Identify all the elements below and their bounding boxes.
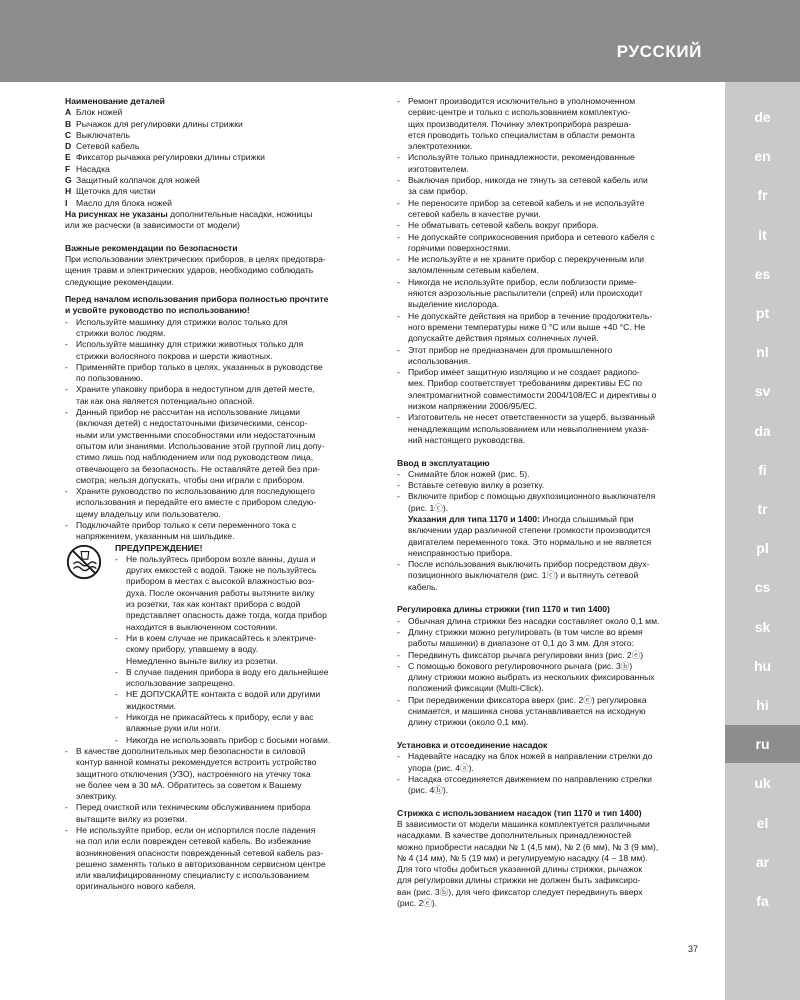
warning-item-cont: использование запрещено. (126, 678, 236, 689)
warning-item: - В случае падения прибора в воду его дальнейшее (115, 667, 383, 678)
safety-item-cont: вытащите вилку из розетки. (76, 813, 187, 824)
attach-heading: Установка и отсоединение насадок (397, 739, 548, 750)
safety-item-cont: смотра; нельзя допускать, чтобы они играли с прибором. (76, 474, 305, 485)
part-letter: D (65, 141, 72, 152)
safety-item: - Перед очисткой или техническим обслуживанием прибора (65, 802, 383, 813)
length-item: - Передвинуть фиксатор рычага регулировки вниз (рис. 2ⓔ) (397, 650, 704, 661)
safety-item: - Не допускайте соприкосновения прибора и сетевого кабеля с (397, 232, 704, 243)
warning-block (65, 543, 383, 746)
attachments-line: ван (рис. 3ⓑ), для чего фиксатор следует передвинуть вверх (397, 886, 643, 897)
lang-tab-da[interactable]: da (754, 422, 771, 439)
left-column (65, 96, 383, 893)
length-item-cont: снимается, и машинка снова устанавливается на исходную (408, 706, 646, 717)
attachments-heading: Стрижка с использованием насадок (тип 1170 и тип 1400) (397, 807, 642, 818)
page-header (0, 0, 800, 82)
safety-item: - Храните руководство по использованию для последующего (65, 486, 383, 497)
safety-item-cont: стимо лишь под наблюдением или под руководством лица, (76, 452, 314, 463)
length-list (397, 616, 704, 729)
safety-item-cont: горячими поверхностями. (408, 242, 511, 253)
safety-item: - Никогда не используйте прибор, если поблизости приме- (397, 277, 704, 288)
length-item-cont: работы машинки) в диапазоне от 0,1 до 3 мм. Для этого: (408, 638, 634, 649)
safety-item-cont: электромагнитной совместимости 2004/108/EC и директивы о (408, 389, 657, 400)
safety-item: - Прибор имеет защитную изоляцию и не создает радиопо- (397, 367, 704, 378)
attachments-line: № 4 (14 мм), № 5 (19 мм) и регулируемую насадку (4 – 18 мм). (397, 852, 648, 863)
no-water-warning-icon (65, 543, 103, 581)
warning-item-cont: Немедленно выньте вилку из розетки. (126, 655, 278, 666)
safety-list-cont (397, 96, 704, 446)
safety-item-cont: изготовителем. (408, 163, 469, 174)
safety-item: - Выключая прибор, никогда не тянуть за сетевой кабель или (397, 175, 704, 186)
before-use-heading (65, 294, 383, 317)
part-item (65, 107, 383, 118)
part-text: Насадка (76, 163, 110, 174)
safety-item-cont: щему владельцу или пользователю. (76, 508, 221, 519)
warning-item: - Не пользуйтесь прибором возле ванны, душа и (115, 554, 383, 565)
lang-tab-en[interactable]: en (754, 148, 771, 165)
before-use-line: Перед началом использования прибора полностью прочтите (65, 294, 329, 305)
warning-title: ПРЕДУПРЕЖДЕНИЕ! (115, 542, 203, 553)
safety-item-cont: низком напряжении 2006/95/EC. (408, 401, 537, 412)
parts-note (65, 209, 383, 220)
safety-item-cont: за сам прибор. (408, 186, 468, 197)
attach-item: - Надевайте насадку на блок ножей в направлении стрелки до (397, 751, 704, 762)
safety-item-cont: сервис-центре и только с использованием комплектую- (408, 107, 631, 118)
lang-tab-de[interactable]: de (754, 109, 771, 125)
safety-item-cont: допускайте действия прямых солнечных лучей. (408, 333, 599, 344)
safety-item-cont: электрику. (76, 791, 118, 802)
length-item: - При передвижении фиксатора вверх (рис. 2ⓔ) регулировка (397, 695, 704, 706)
operation-note-lines (397, 525, 704, 559)
safety-item-cont: использования и передайте его вместе с прибором следую- (76, 497, 317, 508)
operation-item: - После использования выключить прибор посредством двух- (397, 559, 704, 570)
safety-item: - В качестве дополнительных мер безопасности в силовой (65, 746, 383, 757)
warning-item-cont: прибором в местах с высокой влажностью воз- (126, 576, 315, 587)
attach-item: - Насадка отсоединяется движением по направлению стрелки (397, 774, 704, 785)
lang-tab-sk[interactable]: sk (754, 618, 771, 635)
safety-item: - Используйте машинку для стрижки волос только для (65, 317, 383, 328)
safety-item-cont: выделение кислорода. (408, 299, 500, 310)
safety-item-cont: электротехники. (408, 141, 473, 152)
safety-item: - Не обматывать сетевой кабель вокруг прибора. (397, 220, 704, 231)
safety-item: - Данный прибор не рассчитан на использование лицами (65, 407, 383, 418)
safety-item-cont: стрижки волос людям. (76, 327, 166, 338)
safety-item-cont: контур ванной комнаты рекомендуется встроить устройство (76, 757, 317, 768)
safety-item-cont: ненадлежащим использованием или невыполнением указа- (408, 423, 649, 434)
warning-item-cont: других емкостей с водой. Также не пользуйтесь (126, 565, 317, 576)
safety-item: - Храните упаковку прибора в недоступном для детей месте, (65, 384, 383, 395)
operation-item: - Снимайте блок ножей (рис. 5). (397, 469, 704, 480)
length-item: - С помощью бокового регулировочного рычага (рис. 3ⓑ) (397, 661, 704, 672)
warning-item-cont: влажные руки или ноги. (126, 723, 221, 734)
safety-item: - Не допускайте действия на прибор в течение продолжитель- (397, 311, 704, 322)
part-text: Сетевой кабель (76, 141, 140, 152)
part-text: Щеточка для чистки (76, 186, 156, 197)
safety-item-cont: (включая детей) с недостаточными физическими, сенсор- (76, 418, 308, 429)
attachments-line: можно приобрести насадки № 1 (4,5 мм), № 2 (6 мм), № 3 (9 мм), (397, 841, 659, 852)
safety-item: - Подключайте прибор только к сети переменного тока с (65, 520, 383, 531)
operation-note-line: включении удар различной степени громкости производится (408, 525, 651, 536)
part-item (65, 152, 383, 163)
part-item (65, 175, 383, 186)
part-text: Защитный колпачок для ножей (76, 175, 200, 186)
safety-item-cont: оригинального нового кабеля. (76, 881, 196, 892)
safety-item-cont: сетевой кабель в качестве ручки. (408, 208, 541, 219)
safety-item: - Используйте только принадлежности, рекомендованные (397, 152, 704, 163)
safety-item-cont: стрижки волосяного покрова и шерсти животных. (76, 350, 273, 361)
operation-item-cont: кабель. (408, 581, 438, 592)
attachments-line: Для того чтобы добиться указанной длины стрижки, рычажок (397, 864, 643, 875)
language-title: РУССКИЙ (616, 42, 702, 61)
safety-item-cont: ного времени температуры ниже 0 °C или выше +40 °C. Не (408, 321, 646, 332)
lang-tab-pt[interactable]: pt (755, 305, 770, 321)
part-item (65, 141, 383, 152)
operation-note (397, 514, 704, 525)
part-letter: C (65, 129, 72, 140)
safety-item-cont: или квалифицированному специалисту с использованием (76, 870, 309, 881)
part-letter: I (65, 197, 68, 208)
lang-tab-fr[interactable]: fr (757, 187, 768, 204)
part-letter: E (65, 152, 71, 163)
safety-item-cont: напряжением, указанным на шильдике. (76, 531, 235, 542)
parts-note-rest: дополнительные насадки, ножницы (167, 208, 313, 219)
parts-note-line2: или же расчески (в зависимости от модели) (65, 220, 240, 231)
length-item: - Обычная длина стрижки без насадки составляет около 0,1 мм. (397, 616, 704, 627)
lang-tab-fi[interactable]: fi (758, 461, 767, 478)
safety-item-cont: заломленным сетевым кабелем. (408, 265, 539, 276)
length-item-cont: длину стрижки можно выбрать из нескольких фиксированных (408, 672, 655, 683)
safety-item-cont: ными или умственными способностями или недостаточным (76, 429, 316, 440)
operation-item-cont: (рис. 1ⓒ). (408, 502, 449, 513)
safety-item-cont: по пользованию. (76, 373, 143, 384)
safety-item: - Применяйте прибор только в целях, указанных в руководстве (65, 362, 383, 373)
lang-tab-hu[interactable]: hu (753, 657, 772, 674)
part-item (65, 186, 383, 197)
page-number: 37 (688, 944, 699, 954)
part-item (65, 130, 383, 141)
warning-item: - Ни в коем случае не прикасайтесь к электриче- (115, 633, 383, 644)
attach-item-cont: (рис. 4ⓑ). (408, 785, 449, 796)
safety-item-cont: так как она является потенциально опасной. (76, 395, 255, 406)
safety-item-cont: не более чем в 30 мА. Обратитесь за советом к Вашему (76, 779, 302, 790)
length-heading: Регулировка длины стрижки (тип 1170 и тип 1400) (397, 604, 610, 615)
operation-item-cont: позиционного выключателя (рис. 1ⓒ) и вытянуть сетевой (408, 570, 639, 581)
operation-list (397, 469, 704, 514)
lang-tab-el[interactable]: el (756, 814, 769, 831)
operation-item: - Включите прибор с помощью двухпозиционного выключателя (397, 491, 704, 502)
part-item (65, 164, 383, 175)
lang-tab-hi[interactable]: hi (756, 697, 769, 713)
safety-heading: Важные рекомендации по безопасности (65, 242, 238, 253)
warning-list (115, 554, 383, 746)
part-letter: B (65, 118, 72, 129)
before-use-line: и усвойте руководство по использованию! (65, 305, 250, 316)
part-text: Выключатель (76, 129, 130, 140)
lang-tab-fa[interactable]: fa (756, 893, 769, 909)
safety-item: - Этот прибор не предназначен для промышленного (397, 345, 704, 356)
length-item-cont: положений фиксации (Multi-Click). (408, 683, 544, 694)
attachments-line: В зависимости от модели машинка комплектуется различными (397, 819, 650, 829)
part-text: Масло для блока ножей (76, 197, 172, 208)
safety-item: - Изготовитель не несет ответственности за ущерб, вызванный (397, 412, 704, 423)
length-item: - Длину стрижки можно регулировать (в том числе во время (397, 627, 704, 638)
safety-item-cont: няются аэрозольные распылители (спрей) или происходит (408, 288, 643, 299)
attach-list (397, 751, 704, 796)
language-sidebar (725, 82, 800, 1000)
right-column (397, 96, 704, 909)
lang-tab-nl[interactable]: nl (756, 344, 769, 361)
safety-item-cont: опытом или знаниями. Использование этой группой лиц допу- (76, 440, 325, 451)
part-text: Рычажок для регулировки длины стрижки (76, 118, 243, 129)
attachments-line: для регулировки длины стрижки не должен быть зафиксиро- (397, 875, 641, 886)
operation-note-line: двигателем переменного тока. Это нормально и не является (408, 536, 652, 547)
lang-tab-sv[interactable]: sv (754, 383, 771, 400)
safety-list (65, 317, 383, 543)
warning-item-cont: из розетки, так как контакт прибора с водой (126, 599, 301, 610)
parts-note-bold: На рисунках не указаны (65, 208, 168, 219)
safety-item-cont: на пол или если поврежден сетевой кабель. Во избежание (76, 836, 312, 847)
part-letter: A (65, 107, 72, 118)
safety-item-cont: ется проводить только специалистам в области ремонта (408, 129, 635, 140)
part-letter: F (65, 163, 71, 174)
safety-item-cont: возникновения опасности поврежденный сетевой кабель раз- (76, 847, 324, 858)
part-item (65, 198, 383, 209)
lang-tab-it[interactable]: it (758, 226, 767, 243)
parts-list (65, 107, 383, 209)
attachments-text (397, 819, 704, 909)
attach-item-cont: упора (рис. 4ⓐ). (408, 762, 474, 773)
safety-item: - Не используйте прибор, если он испортился после падения (65, 825, 383, 836)
warning-item-cont: представляет опасность даже тогда, когда прибор (126, 610, 327, 621)
part-letter: H (65, 186, 72, 197)
safety-item-cont: решено заменять только в авторизованном сервисном центре (76, 858, 326, 869)
safety-item: - Ремонт производится исключительно в уполномоченном (397, 96, 704, 107)
lang-tab-cs[interactable]: cs (754, 579, 771, 596)
safety-intro (65, 254, 383, 288)
warning-item-cont: жидкостями. (126, 700, 177, 711)
lang-tab-es[interactable]: es (754, 265, 771, 282)
parts-heading: Наименование деталей (65, 96, 165, 106)
warning-item: - Никогда не прикасайтесь к прибору, если у вас (115, 712, 383, 723)
part-item (65, 119, 383, 130)
safety-item-cont: использования. (408, 355, 471, 366)
safety-item-cont: защитного отключения (УЗО), настроенного на утечку тока (76, 768, 311, 779)
safety-list-after (65, 746, 383, 893)
operation-heading: Ввод в эксплуатацию (397, 457, 490, 468)
length-item-cont: длину стрижки (около 0,1 мм). (408, 717, 529, 728)
attachments-line: (рис. 2ⓔ). (397, 898, 438, 909)
warning-item-cont: скому прибору, упавшему в воду. (126, 644, 258, 655)
safety-item-cont: ний настоящего руководства. (408, 434, 526, 445)
warning-item-cont: находится в выключенном состоянии. (126, 621, 278, 632)
safety-intro-line: щения травм и электрических ударов, необходимо соблюдать (65, 265, 314, 276)
safety-item: - Не переносите прибор за сетевой кабель и не используйте (397, 198, 704, 209)
lang-tab-pl[interactable]: pl (756, 540, 769, 557)
part-text: Фиксатор рычажка регулировки длины стрижки (76, 152, 265, 163)
lang-tab-ar[interactable]: ar (755, 853, 770, 870)
operation-note-line: неисправностью прибора. (408, 547, 513, 558)
lang-tab-ru[interactable]: ru (725, 725, 800, 763)
safety-item-cont: щих производителя. Починку электроприбора разреша- (408, 118, 632, 129)
safety-item-cont: мех. Прибор соответствует требованиям директивы ЕС по (408, 378, 643, 389)
operation-note-bold: Указания для типа 1170 и 1400: (408, 513, 540, 524)
operation-list-after (397, 559, 704, 593)
warning-item-cont: духа. После окончания работы вытяните вилку (126, 587, 315, 598)
safety-item-cont: отвечающего за безопасность. Не оставляйте детей без при- (76, 463, 321, 474)
safety-item: - Используйте машинку для стрижки животных только для (65, 339, 383, 350)
safety-item: - Не используйте и не храните прибор с перекрученным или (397, 254, 704, 265)
part-text: Блок ножей (76, 107, 123, 118)
safety-intro-line: При использовании электрических приборов, в целях предотвра- (65, 254, 326, 265)
lang-tab-tr[interactable]: tr (757, 501, 768, 517)
operation-note-first: Иногда слышимый при (539, 513, 634, 524)
attachments-line: насадками. В качестве дополнительных принадлежностей (397, 830, 632, 841)
warning-item: - Никогда не использовать прибор с босыми ногами. (115, 735, 383, 746)
operation-item: - Вставьте сетевую вилку в розетку. (397, 480, 704, 491)
warning-item: - НЕ ДОПУСКАЙТЕ контакта с водой или другими (115, 689, 383, 700)
part-letter: G (65, 175, 72, 186)
safety-intro-line: следующие рекомендации. (65, 276, 175, 287)
lang-tab-uk[interactable]: uk (754, 775, 771, 792)
